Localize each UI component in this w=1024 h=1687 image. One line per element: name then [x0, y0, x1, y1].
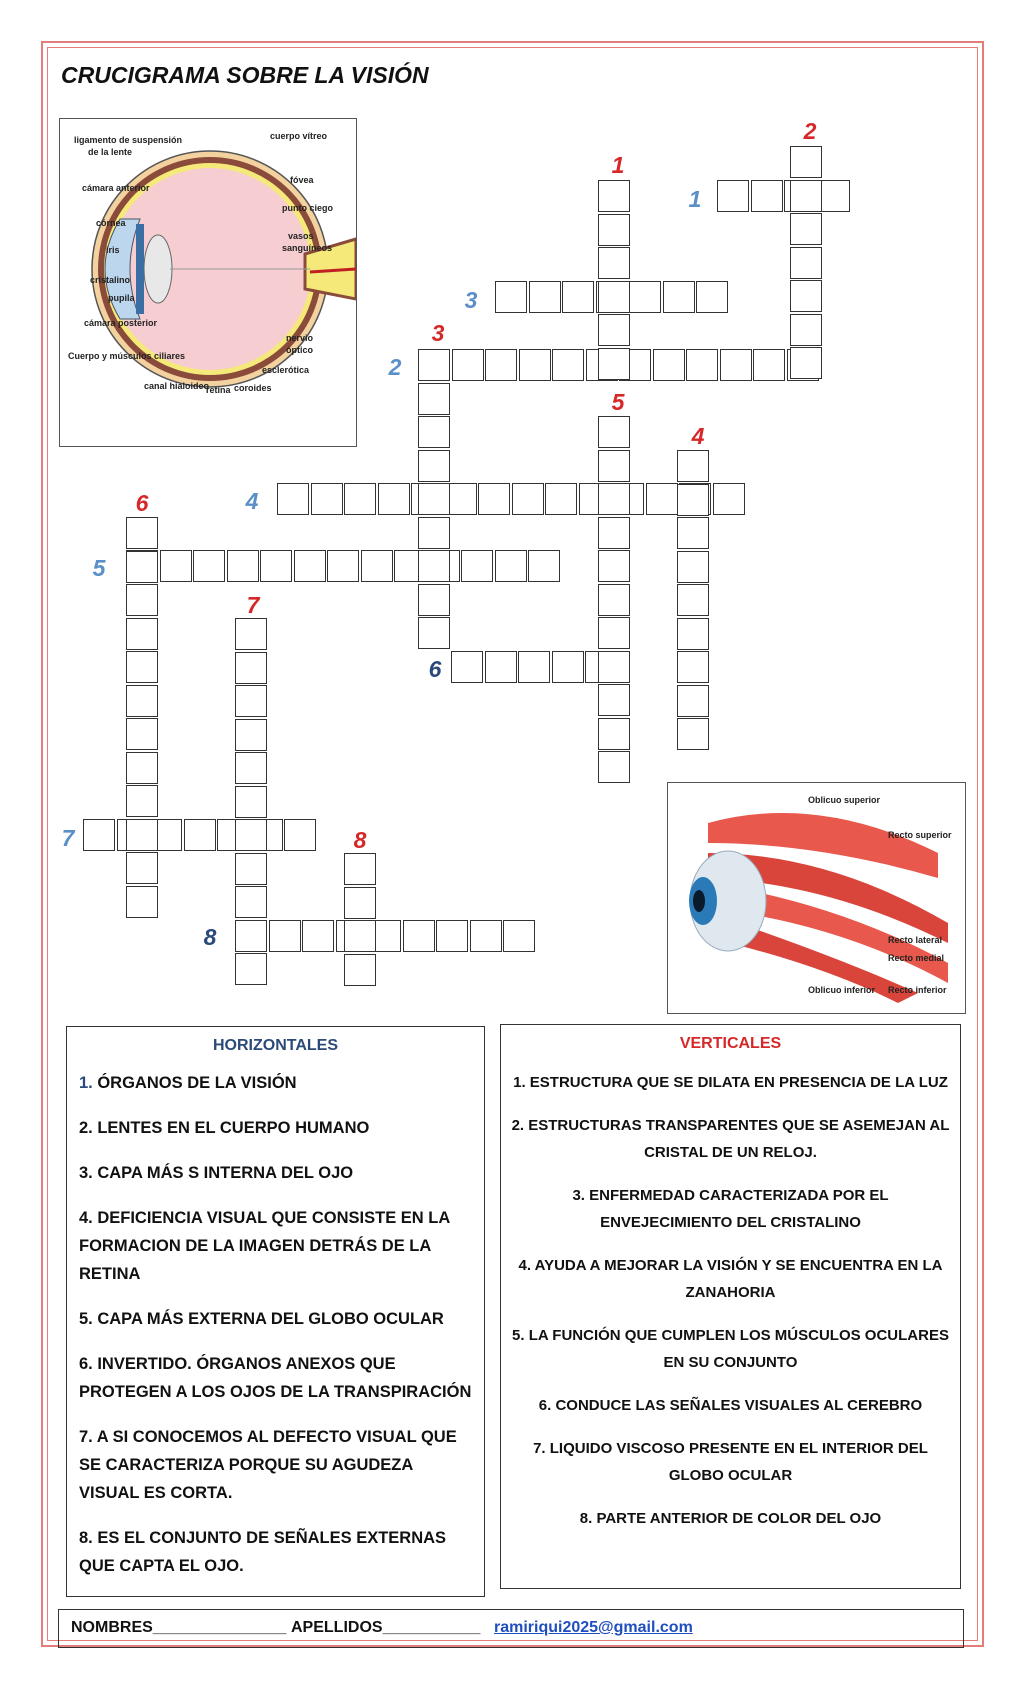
- crossword-cell-v1-2[interactable]: [598, 214, 630, 246]
- crossword-cell-v7-5[interactable]: [235, 752, 267, 784]
- horizontal-clue-6: 6. INVERTIDO. ÓRGANOS ANEXOS QUE PROTEGEN A LOS OJOS DE LA TRANSPIRACIÓN: [79, 1355, 472, 1401]
- crossword-cell-v7-3[interactable]: [235, 685, 267, 717]
- label-sanguineos: sanguíneos: [282, 243, 333, 253]
- clue-number-v8: 8: [353, 827, 367, 853]
- crossword-cell-h7-4[interactable]: [184, 819, 216, 851]
- crossword-cell-h4-2[interactable]: [311, 483, 343, 515]
- crossword-cell-v1-5[interactable]: [598, 314, 630, 346]
- label-cornea: córnea: [96, 218, 126, 228]
- crossword-cell-v3-6[interactable]: [418, 517, 450, 549]
- crossword-cell-h5-7[interactable]: [327, 550, 359, 582]
- crossword-cell-h2-11[interactable]: [753, 349, 785, 381]
- vertical-clue-4: 4. AYUDA A MEJORAR LA VISIÓN Y SE ENCUENTRA EN LA ZANAHORIA: [518, 1257, 943, 1301]
- crossword-cell-h5-3[interactable]: [193, 550, 225, 582]
- crossword-cell-v7-2[interactable]: [235, 652, 267, 684]
- crossword-cell-h2-3[interactable]: [485, 349, 517, 381]
- eye-anatomy-diagram: [59, 118, 357, 447]
- label-retina: retina: [206, 385, 231, 395]
- crossword-cell-v8-1[interactable]: [344, 853, 376, 885]
- crossword-cell-v7-8[interactable]: [235, 853, 267, 885]
- crossword-cell-h4-8[interactable]: [512, 483, 544, 515]
- clue-number-h3: 3: [464, 287, 478, 313]
- crossword-cell-v2-7[interactable]: [790, 347, 822, 379]
- crossword-cell-v1-3[interactable]: [598, 247, 630, 279]
- crossword-cell-v8-2[interactable]: [344, 887, 376, 919]
- crossword-cell-v5-4[interactable]: [598, 517, 630, 549]
- label-oblicuo-superior: Oblicuo superior: [808, 795, 881, 805]
- crossword-cell-v4-4[interactable]: [677, 551, 709, 583]
- crossword-cell-h5-12[interactable]: [495, 550, 527, 582]
- label-iris: iris: [106, 245, 120, 255]
- crossword-cell-v4-2[interactable]: [677, 484, 709, 516]
- crossword-cell-h5-13[interactable]: [528, 550, 560, 582]
- label-punto-ciego: punto ciego: [282, 203, 333, 213]
- verticales-title: VERTICALES: [679, 1035, 782, 1052]
- crossword-cell-v7-10[interactable]: [235, 920, 267, 952]
- label-optico: óptico: [286, 345, 313, 355]
- crossword-cell-v8-3[interactable]: [344, 920, 376, 952]
- crossword-cell-v3-1[interactable]: [418, 349, 450, 381]
- crossword-cell-v2-3[interactable]: [790, 213, 822, 245]
- horizontal-clue-1: 1. ÓRGANOS DE LA VISIÓN: [79, 1074, 297, 1092]
- crossword-cell-h2-5[interactable]: [552, 349, 584, 381]
- crossword-cell-h1-1[interactable]: [717, 180, 749, 212]
- apellidos-field[interactable]: APELLIDOS___________: [291, 1619, 481, 1636]
- crossword-cell-v3-4[interactable]: [418, 450, 450, 482]
- crossword-cell-h3-5[interactable]: [629, 281, 661, 313]
- vertical-clue-3: 3. ENFERMEDAD CARACTERIZADA POR EL ENVEJECIMIENTO DEL CRISTALINO: [572, 1187, 889, 1231]
- crossword-cell-v8-4[interactable]: [344, 954, 376, 986]
- crossword-cell-h2-8[interactable]: [653, 349, 685, 381]
- crossword-cell-v4-1[interactable]: [677, 450, 709, 482]
- vertical-clue-6: 6. CONDUCE LAS SEÑALES VISUALES AL CEREBRO: [538, 1397, 923, 1414]
- vertical-clue-7: 7. LIQUIDO VISCOSO PRESENTE EN EL INTERIOR DEL GLOBO OCULAR: [533, 1440, 928, 1484]
- crossword-cell-v1-6[interactable]: [598, 348, 630, 380]
- clue-number-h2: 2: [388, 354, 402, 380]
- crossword-cell-h4-3[interactable]: [344, 483, 376, 515]
- horizontal-clue-8: 8. ES EL CONJUNTO DE SEÑALES EXTERNAS QUE CAPTA EL OJO.: [79, 1529, 447, 1575]
- crossword-cell-v3-7[interactable]: [418, 550, 450, 582]
- crossword-cell-v5-5[interactable]: [598, 550, 630, 582]
- horizontales-box: [66, 1026, 485, 1597]
- clue-number-v5: 5: [611, 389, 625, 415]
- crossword-cell-h5-5[interactable]: [260, 550, 292, 582]
- label-ligamento: ligamento de suspensión: [74, 135, 183, 145]
- crossword-cell-h4-7[interactable]: [478, 483, 510, 515]
- crossword-cell-v7-11[interactable]: [235, 953, 267, 985]
- crossword-cell-v6-8[interactable]: [126, 752, 158, 784]
- crossword-cell-v5-7[interactable]: [598, 617, 630, 649]
- crossword-cell-h6-3[interactable]: [518, 651, 550, 683]
- crossword-cell-h4-1[interactable]: [277, 483, 309, 515]
- label-recto-inferior: Recto inferior: [888, 985, 947, 995]
- horizontal-clue-7: 7. A SI CONOCEMOS AL DEFECTO VISUAL QUE SE CARACTERIZA PORQUE SU AGUDEZA VISUAL ES CORTA.: [79, 1428, 457, 1502]
- crossword-cell-h8-6[interactable]: [403, 920, 435, 952]
- crossword-cell-h6-1[interactable]: [451, 651, 483, 683]
- label-de-la-lente: de la lente: [88, 147, 133, 157]
- label-vasos: vasos: [288, 231, 314, 241]
- crossword-cell-v5-9[interactable]: [598, 684, 630, 716]
- crossword-cell-h7-1[interactable]: [83, 819, 115, 851]
- crossword-cell-v4-3[interactable]: [677, 517, 709, 549]
- crossword-cell-v2-1[interactable]: [790, 146, 822, 178]
- label-cuerpo-vitreo: cuerpo vítreo: [270, 131, 328, 141]
- crossword-cell-v2-2[interactable]: [790, 180, 822, 212]
- horizontal-clue-3: 3. CAPA MÁS S INTERNA DEL OJO: [79, 1164, 354, 1182]
- crossword-cell-v5-6[interactable]: [598, 584, 630, 616]
- clue-number-h6: 6: [428, 656, 442, 682]
- clue-number-h5: 5: [92, 555, 106, 581]
- horizontal-clue-5: 5. CAPA MÁS EXTERNA DEL GLOBO OCULAR: [79, 1310, 444, 1328]
- crossword-cell-v5-3[interactable]: [598, 483, 630, 515]
- crossword-cell-v7-7[interactable]: [235, 819, 267, 851]
- clue-number-v4: 4: [691, 423, 705, 449]
- crossword-cell-v4-8[interactable]: [677, 685, 709, 717]
- crossword-cell-v4-9[interactable]: [677, 718, 709, 750]
- label-camara-posterior: cámara posterior: [84, 318, 158, 328]
- crossword-cell-h8-7[interactable]: [436, 920, 468, 952]
- crossword-cell-v4-7[interactable]: [677, 651, 709, 683]
- crossword-cell-v1-1[interactable]: [598, 180, 630, 212]
- crossword-cell-h7-7[interactable]: [284, 819, 316, 851]
- crossword-cell-h3-2[interactable]: [529, 281, 561, 313]
- label-camara-anterior: cámara anterior: [82, 183, 150, 193]
- vertical-clue-2: 2. ESTRUCTURAS TRANSPARENTES QUE SE ASEMEJAN AL CRISTAL DE UN RELOJ.: [511, 1117, 950, 1161]
- crossword-cell-v6-6[interactable]: [126, 685, 158, 717]
- crossword-cell-h3-1[interactable]: [495, 281, 527, 313]
- crossword-cell-v5-8[interactable]: [598, 651, 630, 683]
- label-recto-lateral: Recto lateral: [888, 935, 943, 945]
- crossword-cell-v6-10[interactable]: [126, 819, 158, 851]
- label-recto-medial: Recto medial: [888, 953, 945, 963]
- horizontales-title: HORIZONTALES: [212, 1037, 339, 1054]
- crossword-cell-h8-2[interactable]: [269, 920, 301, 952]
- clue-number-h8: 8: [203, 924, 217, 950]
- crossword-cell-h1-4[interactable]: [818, 180, 850, 212]
- crossword-cell-h1-2[interactable]: [751, 180, 783, 212]
- crossword-cell-v5-2[interactable]: [598, 450, 630, 482]
- email-link[interactable]: ramiriqui2025@gmail.com: [494, 1619, 693, 1636]
- label-esclerotica: esclerótica: [262, 365, 310, 375]
- crossword-cell-v6-4[interactable]: [126, 618, 158, 650]
- crossword-cell-v7-1[interactable]: [235, 618, 267, 650]
- crossword-cell-v6-12[interactable]: [126, 886, 158, 918]
- crossword-cell-v3-9[interactable]: [418, 617, 450, 649]
- crossword-cell-h3-3[interactable]: [562, 281, 594, 313]
- clue-number-v1: 1: [611, 152, 625, 178]
- label-fovea: fóvea: [290, 175, 314, 185]
- crossword-cell-h5-4[interactable]: [227, 550, 259, 582]
- label-canal-hialoideo: canal hialoideo: [144, 381, 210, 391]
- eye-anatomy-drawing: [60, 119, 356, 446]
- crossword-cell-v3-8[interactable]: [418, 584, 450, 616]
- vertical-clue-1: 1. ESTRUCTURA QUE SE DILATA EN PRESENCIA DE LA LUZ: [513, 1074, 948, 1091]
- crossword-cell-v4-5[interactable]: [677, 584, 709, 616]
- verticales-box: [500, 1024, 961, 1589]
- crossword-cell-h4-14[interactable]: [713, 483, 745, 515]
- crossword-cell-v7-4[interactable]: [235, 719, 267, 751]
- crossword-cell-h5-8[interactable]: [361, 550, 393, 582]
- crossword-cell-h4-9[interactable]: [545, 483, 577, 515]
- crossword-cell-v2-4[interactable]: [790, 247, 822, 279]
- clue-number-h7: 7: [61, 825, 75, 851]
- crossword-cell-v3-3[interactable]: [418, 416, 450, 448]
- crossword-cell-h8-3[interactable]: [302, 920, 334, 952]
- footer-bar: [58, 1609, 964, 1648]
- crossword-cell-v5-1[interactable]: [598, 416, 630, 448]
- crossword-cell-v6-1[interactable]: [126, 517, 158, 549]
- crossword-cell-h2-4[interactable]: [519, 349, 551, 381]
- label-cristalino: cristalino: [90, 275, 131, 285]
- horizontal-clue-2: 2. LENTES EN EL CUERPO HUMANO: [79, 1119, 370, 1137]
- label-cuerpo-musculos: Cuerpo y músculos ciliares: [68, 351, 186, 361]
- crossword-cell-v6-11[interactable]: [126, 852, 158, 884]
- crossword-cell-v3-5[interactable]: [418, 483, 450, 515]
- clue-number-h1: 1: [688, 186, 702, 212]
- crossword-cell-h2-2[interactable]: [452, 349, 484, 381]
- page-title: CRUCIGRAMA SOBRE LA VISIÓN: [61, 62, 429, 88]
- crossword-cell-h4-12[interactable]: [646, 483, 678, 515]
- crossword-cell-h6-2[interactable]: [485, 651, 517, 683]
- crossword-cell-v6-3[interactable]: [126, 584, 158, 616]
- crossword-cell-h8-9[interactable]: [503, 920, 535, 952]
- crossword-cell-h3-6[interactable]: [663, 281, 695, 313]
- label-nervio: nervio: [286, 333, 314, 343]
- clue-number-v7: 7: [246, 592, 260, 618]
- label-pupila: pupila: [108, 293, 135, 303]
- label-recto-superior: Recto superior: [888, 830, 952, 840]
- crossword-cell-v6-5[interactable]: [126, 651, 158, 683]
- crossword-cell-h4-4[interactable]: [378, 483, 410, 515]
- clue-number-h4: 4: [245, 488, 259, 514]
- crossword-cell-h8-8[interactable]: [470, 920, 502, 952]
- clue-number-v2: 2: [803, 118, 817, 144]
- crossword-cell-v7-6[interactable]: [235, 786, 267, 818]
- vertical-clue-8: 8. PARTE ANTERIOR DE COLOR DEL OJO: [579, 1510, 882, 1527]
- clue-number-v3: 3: [431, 320, 445, 346]
- crossword-cell-h5-6[interactable]: [294, 550, 326, 582]
- crossword-cell-h5-11[interactable]: [461, 550, 493, 582]
- crossword-cell-v7-9[interactable]: [235, 886, 267, 918]
- crossword-cell-v4-6[interactable]: [677, 618, 709, 650]
- nombres-field[interactable]: NOMBRES_______________: [71, 1619, 287, 1636]
- crossword-cell-v5-10[interactable]: [598, 718, 630, 750]
- crossword-cell-v5-11[interactable]: [598, 751, 630, 783]
- crossword-cell-v6-2[interactable]: [126, 551, 158, 583]
- crossword-cell-h2-9[interactable]: [686, 349, 718, 381]
- eye-muscles-drawing: [668, 783, 965, 1013]
- crossword-cell-h5-2[interactable]: [160, 550, 192, 582]
- clue-number-v6: 6: [135, 490, 149, 516]
- crossword-cell-v3-2[interactable]: [418, 383, 450, 415]
- crossword-cell-h3-7[interactable]: [696, 281, 728, 313]
- crossword-cell-v6-9[interactable]: [126, 785, 158, 817]
- eye-muscles-diagram: [667, 782, 966, 1014]
- crossword-cell-v6-7[interactable]: [126, 718, 158, 750]
- label-coroides: coroides: [234, 383, 272, 393]
- label-oblicuo-inferior: Oblicuo inferior: [808, 985, 876, 995]
- crossword-cell-v2-6[interactable]: [790, 314, 822, 346]
- vertical-clue-5: 5. LA FUNCIÓN QUE CUMPLEN LOS MÚSCULOS OCULARES EN SU CONJUNTO: [512, 1327, 949, 1371]
- crossword-cell-v1-4[interactable]: [598, 281, 630, 313]
- crossword-cell-v2-5[interactable]: [790, 280, 822, 312]
- crossword-cell-h6-4[interactable]: [552, 651, 584, 683]
- crossword-cell-h2-10[interactable]: [720, 349, 752, 381]
- horizontal-clue-4: 4. DEFICIENCIA VISUAL QUE CONSISTE EN LA FORMACION DE LA IMAGEN DETRÁS DE LA RETINA: [79, 1209, 450, 1283]
